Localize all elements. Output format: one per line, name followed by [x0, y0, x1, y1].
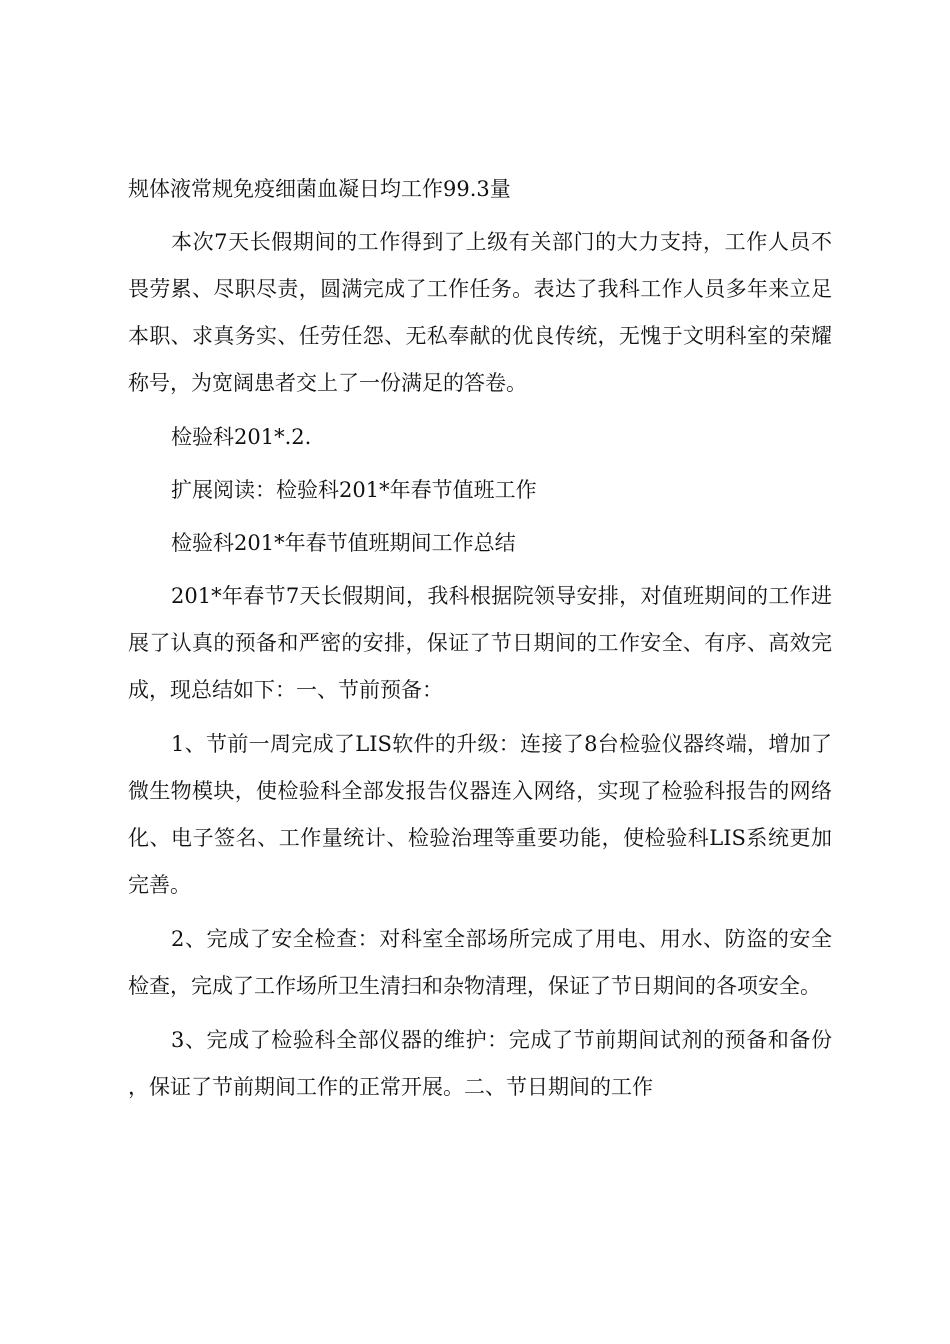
paragraph-stats-line: 规体液常规免疫细菌血凝日均工作99.3量 [128, 177, 511, 201]
paragraph-item-1: 1、节前一周完成了LIS软件的升级：连接了8台检验仪器终端，增加了微生物模块，使检验科全部发报告仪器连入网络，实现了检验科报告的网络化、电子签名、工作量统计、检验治理等重要功能，使检验科LIS系统更加完善。 [128, 732, 832, 897]
paragraph-item-2: 2、完成了安全检查：对科室全部场所完成了用电、用水、防盗的安全检查，完成了工作场所卫生清扫和杂物清理，保证了节日期间的各项安全。 [128, 927, 832, 998]
paragraph-intro: 201*年春节7天长假期间，我科根据院领导安排，对值班期间的工作进展了认真的预备和严密的安排，保证了节日期间的工作安全、有序、高效完成，现总结如下：一、节前预备： [128, 584, 832, 702]
paragraph-item-3: 3、完成了检验科全部仪器的维护：完成了节前期间试剂的预备和备份，保证了节前期间工作的正常开展。二、节日期间的工作 [128, 1028, 832, 1099]
paragraph-section-title: 检验科201*年春节值班期间工作总结 [171, 531, 516, 555]
paragraph-extended-reading: 扩展阅读：检验科201*年春节值班工作 [171, 478, 537, 502]
paragraph-summary: 本次7天长假期间的工作得到了上级有关部门的大力支持，工作人员不畏劳累、尽职尽责，圆满完成了工作任务。表达了我科工作人员多年来立足本职、求真务实、任劳任怨、无私奉献的优良传统，无愧于文明科室的荣耀称号，为宽阔患者交上了一份满足的答卷。 [128, 230, 832, 395]
document-body [128, 166, 832, 1111]
paragraph-signature-date: 检验科201*.2. [171, 425, 312, 449]
